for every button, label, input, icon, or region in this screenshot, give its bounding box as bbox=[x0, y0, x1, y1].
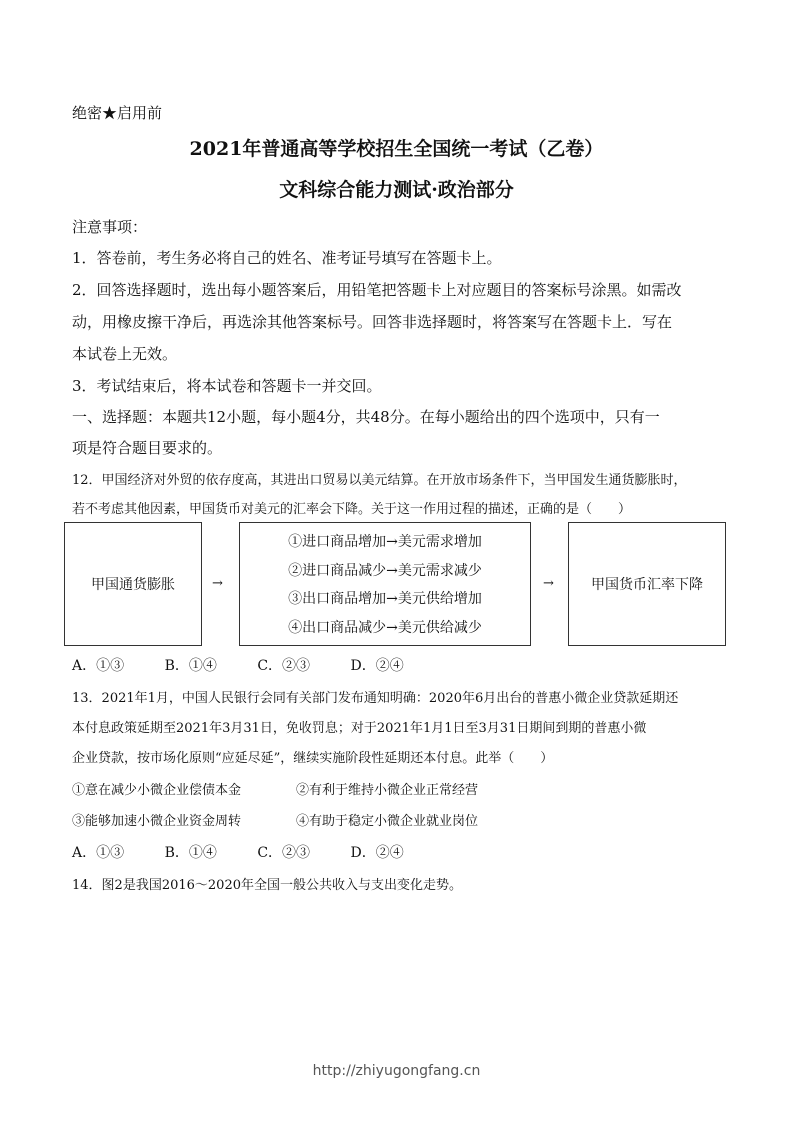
q13-option-c: C．②③ bbox=[257, 845, 311, 861]
q12-options bbox=[72, 655, 440, 675]
notes-heading: 注意事项： bbox=[72, 218, 148, 236]
section-instruction-2: 项是符合题目要求的。 bbox=[72, 439, 223, 457]
exam-subtitle: 文科综合能力测试·政治部分 bbox=[279, 179, 514, 201]
note-2-line-2: 动，用橡皮擦干净后，再选涂其他答案标号。回答非选择题时，将答案写在答题卡上．写在 bbox=[72, 313, 673, 331]
q13-stem-1: 13．2021年1月，中国人民银行会同有关部门发布通知明确：2020年6月出台的普惠小微企业贷款延期还 bbox=[72, 691, 679, 706]
flow-arrow-1: → bbox=[212, 576, 223, 591]
note-3: 3．考试结束后，将本试卷和答题卡一并交回。 bbox=[72, 377, 382, 395]
flow-item-4: ④出口商品减少→美元供给减少 bbox=[288, 619, 482, 636]
q13-option-b: B．①④ bbox=[164, 845, 217, 861]
flow-item-2: ②进口商品减少→美元需求减少 bbox=[288, 562, 482, 579]
secret-label: 绝密★启用前 bbox=[72, 104, 163, 122]
q12-stem-2: 若不考虑其他因素，甲国货币对美元的汇率会下降。关于这一作用过程的描述，正确的是（ ） bbox=[72, 502, 632, 517]
q13-stem-2: 本付息政策延期至2021年3月31日，免收罚息；对于2021年1月1日至3月31日期间到期的普惠小微 bbox=[72, 721, 647, 736]
flow-item-3: ③出口商品增加→美元供给增加 bbox=[288, 591, 482, 608]
flow-box-middle bbox=[239, 522, 531, 646]
note-2-line-3: 本试卷上无效。 bbox=[72, 345, 178, 363]
note-2-line-1: 2．回答选择题时，选出每小题答案后，用铅笔把答题卡上对应题目的答案标号涂黑。如需改 bbox=[72, 281, 682, 299]
flow-item-1: ①进口商品增加→美元需求增加 bbox=[288, 534, 482, 551]
q12-option-d: D．②④ bbox=[350, 658, 404, 674]
q12-option-b: B．①④ bbox=[164, 658, 217, 674]
flow-box-start bbox=[64, 522, 202, 646]
q13-stem-3: 企业贷款，按市场化原则“应延尽延”，继续实施阶段性延期还本付息。此举（ ） bbox=[72, 751, 554, 766]
flow-arrow-2: → bbox=[543, 576, 554, 591]
footer-url: http://zhiyugongfang.cn bbox=[312, 1063, 481, 1079]
q13-statement-4: ④有助于稳定小微企业就业岗位 bbox=[296, 814, 479, 829]
flow-box-start-label: 甲国通货膨胀 bbox=[91, 577, 175, 593]
q13-statement-3: ③能够加速小微企业资金周转 bbox=[72, 814, 242, 829]
q14-stem-1: 14．图2是我国2016～2020年全国一般公共收入与支出变化走势。 bbox=[72, 878, 462, 893]
q13-option-d: D．②④ bbox=[350, 845, 404, 861]
q12-stem-1: 12．甲国经济对外贸的依存度高，其进出口贸易以美元结算。在开放市场条件下，当甲国发生通货膨胀时， bbox=[72, 473, 687, 488]
section-instruction-1: 一、选择题：本题共12小题，每小题4分，共48分。在每小题给出的四个选项中，只有一 bbox=[72, 408, 660, 426]
q13-statement-2: ②有利于维持小微企业正常经营 bbox=[296, 783, 479, 798]
flow-box-end-label: 甲国货币汇率下降 bbox=[591, 577, 703, 593]
exam-title: 2021年普通高等学校招生全国统一考试（乙卷） bbox=[189, 138, 604, 160]
note-1: 1．答卷前，考生务必将自己的姓名、准考证号填写在答题卡上。 bbox=[72, 249, 502, 267]
q13-option-a: A．①③ bbox=[72, 845, 125, 861]
q13-options bbox=[72, 842, 440, 862]
q12-option-a: A．①③ bbox=[72, 658, 125, 674]
q12-option-c: C．②③ bbox=[257, 658, 311, 674]
flow-box-end bbox=[568, 522, 726, 646]
q13-statement-1: ①意在减少小微企业偿债本金 bbox=[72, 783, 242, 798]
